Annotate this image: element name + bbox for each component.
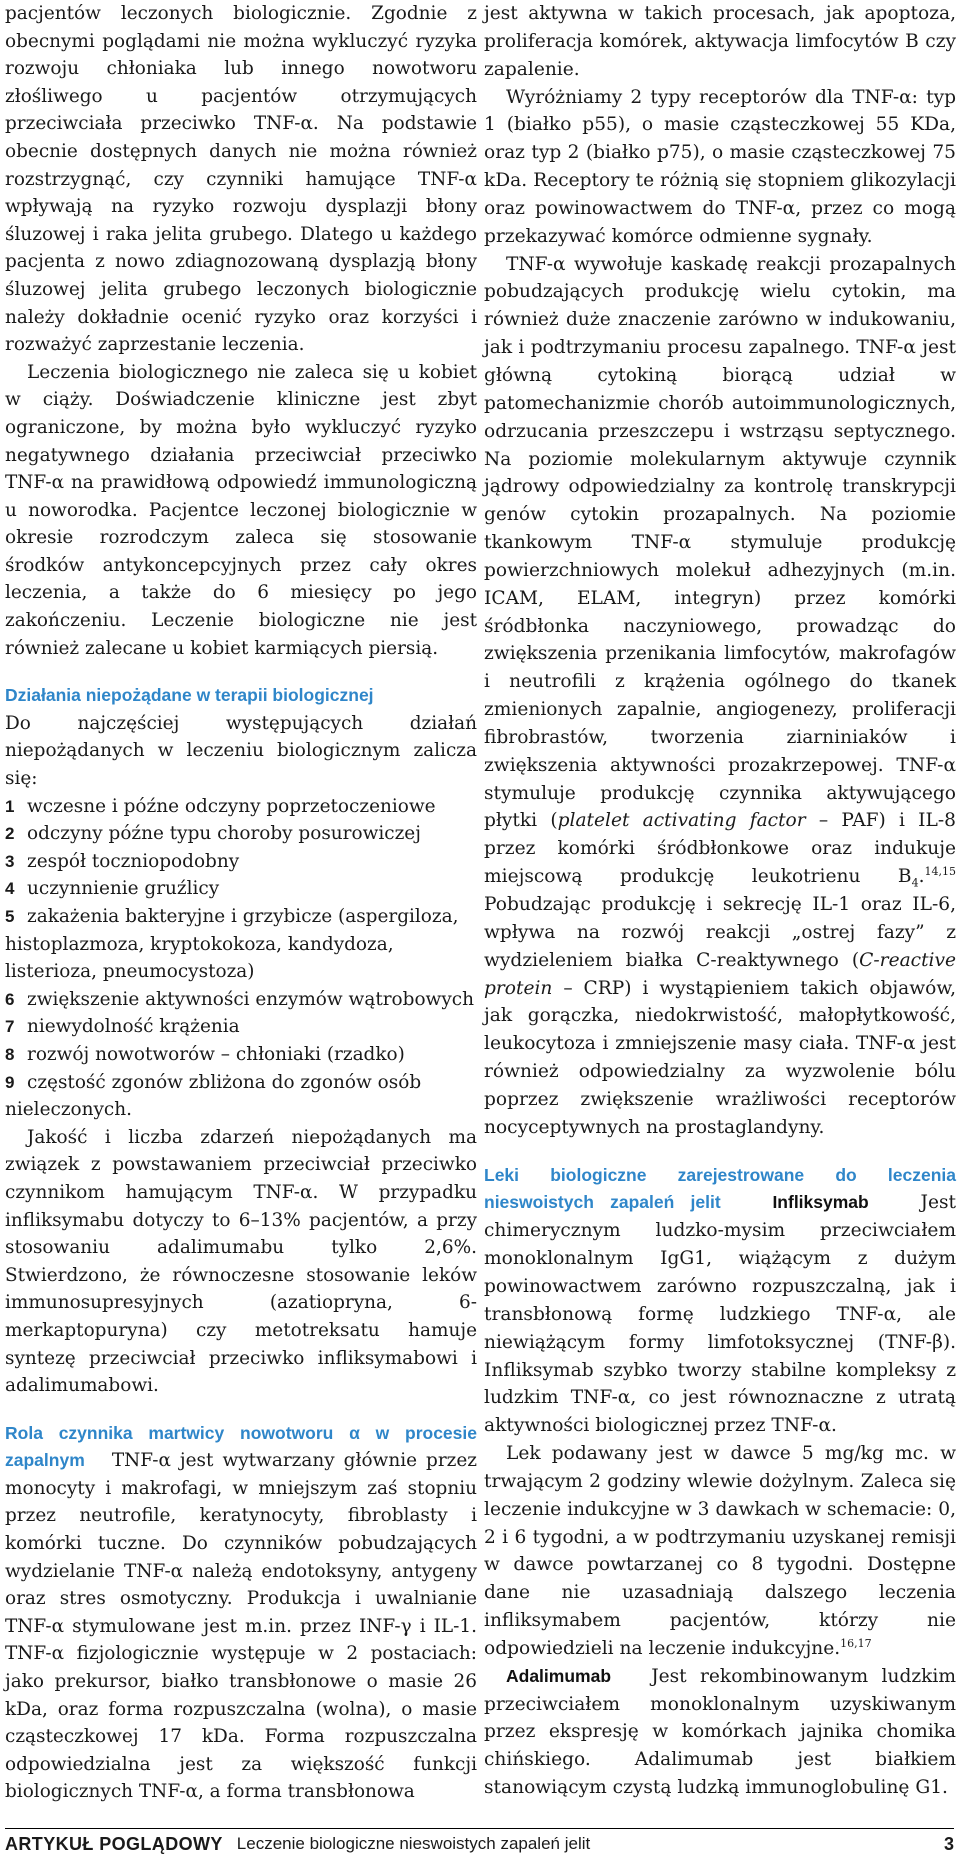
paragraph-text: – CRP) i wystąpieniem takich objawów, jak gorączka, niedokrwistość, małopłytkowość, leukocytoza i zmniejszenie masy ciała. TNF-α jest również odpowiedzialny za wyzwolenie bólu poprzez zwiększenie wrażliwości receptorów nocyceptywnych na prostaglandyny. [484, 977, 956, 1138]
term-italic: C-reactive protein [484, 949, 956, 999]
paragraph: Wyróżniamy 2 typy receptorów dla TNF-α: typ 1 (białko p55), o masie cząsteczkowej 55 KDa, oraz typ 2 (białko p75), o masie cząsteczkowej 75 kDa. Receptory te różnią się stopniem glikozylacji oraz powinowactwem do TNF-α, przez co mogą przekazywać komórce odmienne sygnały. [484, 86, 956, 247]
list-item [5, 986, 477, 1014]
list-item [5, 875, 477, 903]
section-heading: Działania niepożądane w terapii biologicznej [5, 685, 374, 706]
list-number: 9 [5, 1072, 15, 1092]
subscript: 4 [911, 876, 919, 890]
list-item-text: zakażenia bakteryjne i grzybicze (aspergiloza, histoplazmoza, kryptokokoza, kandydoza, listerioza, pneumocystoza) [5, 906, 459, 983]
list-item [5, 903, 477, 986]
list-number: 8 [5, 1044, 15, 1064]
section-heading: Rola czynnika martwicy nowotworu α w procesie zapalnym [5, 1422, 477, 1471]
list-item [5, 1013, 477, 1041]
list-item [5, 793, 477, 821]
paragraph: Jakość i liczba zdarzeń niepożądanych ma związek z powstawaniem przeciwciał przeciwko czynnikom hamującym TNF-α. W przypadku infliksymabu dotyczy to 6–13% pacjentów, a przy stosowaniu adalimumabu tylko 2,6%. Stwierdzono, że równoczesne stosowanie leków immunosupresyjnych (azatiopryna, 6-merkaptopuryna) czy metotreksatu hamuje syntezę przeciwciał przeciwko infliksymabowi i adalimumabowi. [5, 1126, 477, 1397]
article-type-label: ARTYKUŁ POGLĄDOWY [5, 1833, 223, 1854]
list-item [5, 1069, 477, 1124]
list-item-text: uczynnienie gruźlicy [27, 878, 220, 900]
paragraph [484, 1162, 956, 1440]
list-item [5, 1041, 477, 1069]
right-column [484, 0, 956, 1802]
paragraph-text: TNF-α jest wytwarzany głównie przez monocyty i makrofagi, w mniejszym zaś stopniu przez neutrofile, keratynocyty, fibroblasty i komórki tuczne. Do czynników pobudzających wydzielanie TNF-α należą endotoksyny, antygeny oraz stres osmotyczny. Produkcja i uwalnianie TNF-α stymulowane jest m.in. przez INF-γ i IL-1. TNF-α fizjologicznie występuje w 2 postaciach: jako prekursor, białko transbłonowe o masie 26 kDa, oraz forma rozpuszczalna (wolna), o masie cząsteczkowej 17 kDa. Forma rozpuszczalna odpowiedzialna jest za większość funkcji biologicznych TNF-α, a forma transbłonowa [5, 1450, 477, 1803]
list-item [5, 820, 477, 848]
list-number: 7 [5, 1017, 15, 1037]
paragraph [484, 1440, 956, 1663]
paragraph-text: Jest rekombinowanym ludzkim przeciwciałem monoklonalnym uzyskiwanym przez ekspresję w komórkach jajnika chomika chińskiego. Adalimumab jest białkiem stanowiącym czystą ludzką immunoglobulinę G1. [484, 1665, 957, 1799]
list-number: 4 [5, 879, 15, 899]
paragraph: Leczenia biologicznego nie zaleca się u kobiet w ciąży. Doświadczenie kliniczne jest zbyt ograniczone, by można było wykluczyć ryzyko negatywnego działania przeciwciał przeciwko TNF-α na prawidłową odpowiedź immunologiczną u noworodka. Pacjentce leczonej biologicznie w okresie rozrodczym zaleca się stosowanie środków antykoncepcyjnych przez cały okres leczenia, a także do 6 miesięcy po jego zakończeniu. Leczenie biologiczne nie jest również zalecane u kobiet karmiących piersią. [5, 361, 477, 659]
paragraph-text: . [918, 866, 925, 888]
page-number: 3 [943, 1833, 954, 1854]
paragraph: pacjentów leczonych biologicznie. Zgodnie z obecnymi poglądami nie można wykluczyć ryzyka rozwoju chłoniaka lub innego nowotworu złośliwego u pacjentów otrzymujących przeciwciała przeciwko TNF-α. Na podstawie obecnie dostępnych danych nie można również rozstrzygnąć, czy czynniki hamujące TNF-α wpływają na ryzyko rozwoju dysplazji błony śluzowej i raka jelita grubego. Dlatego u każdego pacjenta z nowo zdiagnozowaną dysplazją błony śluzowej jelita grubego leczonych biologicznie należy dokładnie ocenić ryzyko oraz korzyści i rozważyć zaprzestanie leczenia. [5, 3, 477, 356]
drug-name: Adalimumab [506, 1665, 612, 1686]
list-number: 6 [5, 989, 15, 1009]
citation-ref: 16,17 [840, 1636, 872, 1650]
adverse-effects-list [5, 793, 477, 1124]
drug-name: Infliksymab [772, 1192, 869, 1213]
list-number: 3 [5, 851, 15, 871]
citation-ref: 14,15 [924, 864, 956, 878]
paragraph [484, 251, 956, 1142]
list-item-text: zespół toczniopodobny [27, 850, 240, 872]
list-item-text: wczesne i późne odczyny poprzetoczeniowe [27, 795, 436, 817]
list-number: 1 [5, 796, 15, 816]
list-number: 2 [5, 824, 15, 844]
list-item-text: odczyny późne typu choroby posurowiczej [27, 823, 421, 845]
paragraph-text: Lek podawany jest w dawce 5 mg/kg mc. w trwającym 2 godziny wlewie dożylnym. Zaleca się leczenie indukcyjne w 3 dawkach w schemacie: 0, 2 i 6 tygodni, a w podtrzymaniu uzyskanej remisji w dawce powtarzanej co 8 tygodni. Dostępne dane nie uzasadniają dalszego leczenia infliksymabem pacjentów, którzy nie odpowiedzieli na leczenie indukcyjne. [484, 1443, 956, 1659]
section-heading: Leki biologiczne zarejestrowane do leczenia nieswoistych zapaleń jelit [484, 1164, 956, 1213]
paragraph-text: Jest chimerycznym ludzko-mysim przeciwciałem monoklonalnym IgG1, wiążącym z dużym powinowactwem zarówno rozpuszczalną, jak i transbłonową formę ludzkiego TNF-α, ale niewiążącym formy limfotoksycznej (TNF-β). Infliksymab szybko tworzy stabilne kompleksy z ludzkim TNF-α, co jest równoznaczne z utratą aktywności biologicznej przez TNF-α. [484, 1192, 956, 1437]
list-number: 5 [5, 907, 15, 926]
paragraph-text: TNF-α wywołuje kaskadę reakcji prozapalnych pobudzających produkcję wielu cytokin, ma również duże znaczenie zarówno w indukowaniu, jak i podtrzymaniu procesu zapalnego. TNF-α jest główną cytokiną biorącą udział w patomechanizmie chorób autoimmunologicznych, odrzucania przeszczepu i wstrząsu septycznego. Na poziomie molekularnym aktywuje czynnik jądrowy odpowiedzialny za kontrolę transkrypcji genów cytokin prozapalnych. Na poziomie tkankowym TNF-α stymuluje produkcję powierzchniowych molekuł adhezyjnych (m.in. ICAM, ELAM, integryn) przez komórki śródbłonka naczyniowego, prowadząc do zwiększenia przenikania limfocytów, makrofagów i neutrofili z krążenia ogólnego do tkanek zmienionych zapalnie, angiogenezy, proliferacji fibrobrastów, tworzenia ziarniniaków i zwiększenia aktywności prozakrzepowej. TNF-α stymuluje produkcję czynnika aktywującego płytki ( [484, 253, 956, 832]
page-footer [5, 1828, 954, 1859]
paragraph-text: Pobudzając produkcję i sekrecję IL-1 oraz IL-6, wpływa na rozwój reakcji „ostrej fazy” z wydzieleniem białka C-reaktywnego ( [484, 894, 956, 971]
paragraph [5, 1420, 477, 1806]
list-item-text: częstość zgonów zbliżona do zgonów osób nieleczonych. [5, 1071, 422, 1121]
running-title: Leczenie biologiczne nieswoistych zapaleń jelit [236, 1834, 591, 1853]
list-item-text: zwiększenie aktywności enzymów wątrobowych [27, 988, 474, 1010]
paragraph: Do najczęściej występujących działań niepożądanych w leczeniu biologicznym zalicza się: [5, 712, 477, 790]
term-italic: platelet activating factor [557, 810, 806, 832]
left-column [5, 0, 477, 1806]
paragraph: jest aktywna w takich procesach, jak apoptoza, proliferacja komórek, aktywacja limfocytów B czy zapalenie. [484, 3, 956, 80]
list-item-text: niewydolność krążenia [27, 1016, 240, 1038]
list-item [5, 848, 477, 876]
paragraph [484, 1663, 956, 1802]
list-item-text: rozwój nowotworów – chłoniaki (rzadko) [27, 1043, 405, 1065]
paragraph-text: – PAF) i IL-8 przez komórki śródbłonkowe oraz indukuje miejscową produkcję leukotrienu B [484, 810, 956, 888]
